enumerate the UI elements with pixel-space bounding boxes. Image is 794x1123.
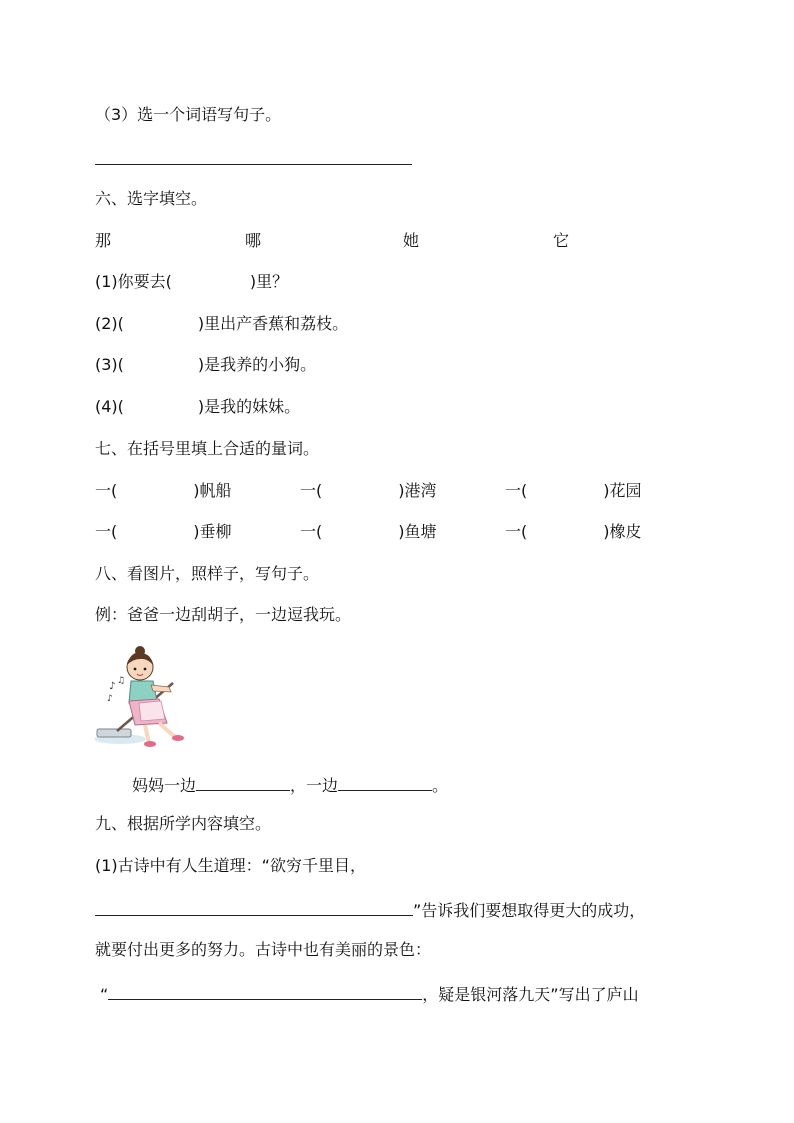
s8-sent-c: 。: [432, 776, 449, 795]
s9-blank-1[interactable]: [95, 897, 413, 916]
s8-sent-a: 妈妈一边: [132, 776, 197, 795]
s7-r1-c1-pre: 一(: [95, 481, 118, 500]
s9-blank-2[interactable]: [108, 981, 422, 1000]
s9-p1: (1)古诗中有人生道理：“欲穷千里目，: [95, 856, 366, 875]
s6-q3-prefix: (3)(: [95, 355, 124, 374]
s9-p4: [100, 981, 639, 1006]
s7-r1-c2: [300, 480, 437, 502]
s7-r2-c3-post: )橡皮: [603, 522, 642, 541]
s8-sentence: [132, 772, 448, 797]
s7-r2-c1: [95, 521, 232, 543]
s9-p4-text: ，疑是银河落九天”写出了庐山: [422, 985, 639, 1004]
svg-text:♪: ♪: [109, 681, 116, 692]
s9-p4-open-quote: “: [100, 985, 109, 1004]
s7-r1-c3: [505, 480, 642, 502]
s7-r2-c1-post: )垂柳: [193, 522, 232, 541]
s6-q2-suffix: )里出产香蕉和荔枝。: [197, 314, 349, 333]
s8-blank-1[interactable]: [196, 772, 290, 791]
s8-sent-b: ，一边: [290, 776, 339, 795]
s7-r1-c2-post: )港湾: [398, 481, 437, 500]
s7-r2-c3-pre: 一(: [505, 522, 528, 541]
s6-q3: [95, 354, 316, 376]
svg-text:♪: ♪: [107, 694, 113, 704]
s7-r1-c3-post: )花园: [603, 481, 642, 500]
option-ta-it: 它: [553, 231, 570, 250]
s7-r2-c2: [300, 521, 437, 543]
svg-text:♫: ♫: [117, 676, 126, 686]
s8-title: 八、看图片，照样子，写句子。: [95, 564, 320, 583]
s7-r2-c1-pre: 一(: [95, 522, 118, 541]
s5-q3: （3）选一个词语写句子。: [95, 105, 282, 124]
girl-mopping-illustration: [95, 643, 195, 753]
s7-r2-c2-post: )鱼塘: [398, 522, 437, 541]
s6-q3-suffix: )是我养的小狗。: [197, 355, 317, 374]
option-na: 那: [95, 231, 112, 250]
s9-title: 九、根据所学内容填空。: [95, 814, 272, 833]
s7-r2-c2-pre: 一(: [300, 522, 323, 541]
s7-title: 七、在括号里填上合适的量词。: [95, 439, 320, 458]
answer-line-s5-q3[interactable]: [95, 164, 412, 165]
s7-r1-c3-pre: 一(: [505, 481, 528, 500]
s9-p3: 就要付出更多的努力。古诗中也有美丽的景色：: [95, 940, 432, 959]
s7-r2-c3: [505, 521, 642, 543]
s6-q4-suffix: )是我的妹妹。: [197, 397, 301, 416]
s6-q2: [95, 313, 348, 335]
option-ta-she: 她: [403, 231, 420, 250]
s6-q4-prefix: (4)(: [95, 397, 124, 416]
s6-title: 六、选字填空。: [95, 189, 208, 208]
s7-r1-c1-post: )帆船: [193, 481, 232, 500]
s6-q4: [95, 396, 300, 418]
s8-blank-2[interactable]: [338, 772, 432, 791]
option-na-question: 哪: [245, 231, 262, 250]
s9-p2: [95, 897, 645, 922]
s6-q1-prefix: (1)你要去(: [95, 272, 172, 291]
s6-q1-suffix: )里？: [249, 272, 289, 291]
s7-r1-c1: [95, 480, 232, 502]
s6-q1: [95, 271, 288, 293]
s9-p2-text: ”告诉我们要想取得更大的成功，: [413, 901, 646, 920]
s6-q2-prefix: (2)(: [95, 314, 124, 333]
s7-r1-c2-pre: 一(: [300, 481, 323, 500]
s8-example: 例：爸爸一边刮胡子，一边逗我玩。: [95, 605, 352, 624]
